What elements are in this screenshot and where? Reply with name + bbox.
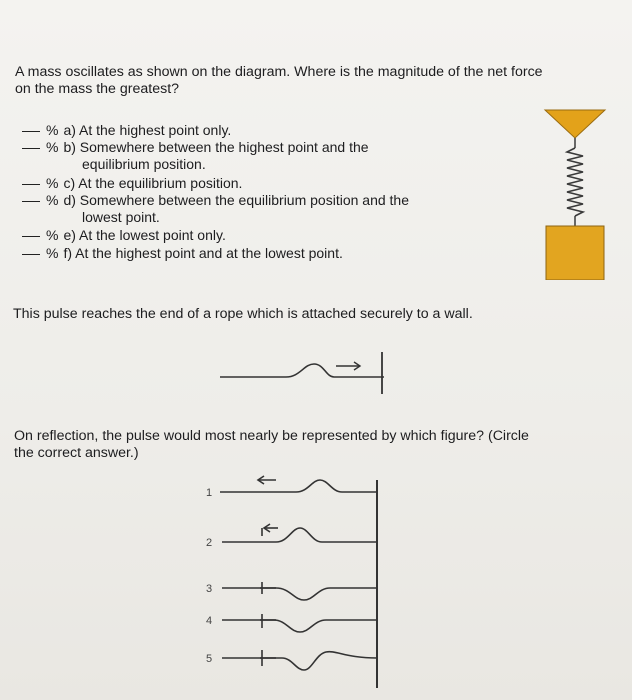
question2-prompt — [14, 428, 614, 462]
option-c-label: c) At the equilibrium position. — [63, 175, 243, 191]
option-c[interactable] — [22, 175, 242, 192]
answer-blank[interactable] — [22, 131, 40, 132]
figure-number-2[interactable]: 2 — [206, 537, 213, 549]
figure-number-4[interactable]: 4 — [206, 615, 213, 627]
option-4-pulse — [222, 620, 377, 632]
spring-mount-icon — [545, 110, 605, 138]
percent-sign: % — [46, 245, 59, 261]
figure-number-3[interactable]: 3 — [206, 583, 213, 595]
option-a-label: a) At the highest point only. — [63, 122, 232, 138]
reflection-options-figure — [196, 470, 396, 694]
question2-prompt-line2: the correct answer.) — [14, 445, 139, 461]
option-a[interactable] — [22, 122, 231, 139]
option-b-label: b) Somewhere between the highest point and the — [63, 139, 369, 155]
option-b-label-cont: equilibrium position. — [82, 156, 206, 172]
answer-blank[interactable] — [22, 236, 40, 237]
percent-sign: % — [46, 192, 59, 208]
incident-pulse-figure — [214, 344, 394, 396]
percent-sign: % — [46, 139, 59, 155]
figure-number-5[interactable]: 5 — [206, 653, 213, 665]
percent-sign: % — [46, 227, 59, 243]
spring-icon — [567, 148, 583, 216]
question1-options — [0, 122, 520, 282]
option-1-pulse — [220, 480, 377, 492]
mass-block-icon — [546, 226, 604, 280]
option-3-pulse — [222, 588, 377, 600]
figure-number-1[interactable]: 1 — [206, 487, 213, 499]
option-f[interactable] — [22, 245, 343, 262]
option-d-label: d) Somewhere between the equilibrium position and the — [63, 192, 409, 208]
question1-text — [15, 64, 625, 98]
answer-blank[interactable] — [22, 184, 40, 185]
option-5-pulse — [222, 652, 377, 670]
spring-mass-diagram — [540, 108, 610, 280]
option-d[interactable] — [22, 192, 409, 209]
question1-line1: A mass oscillates as shown on the diagram. Where is the magnitude of the net force — [15, 64, 543, 80]
option-d-label-cont: lowest point. — [82, 209, 160, 225]
option-b[interactable] — [22, 139, 369, 156]
question2-prompt-line1: On reflection, the pulse would most nearly be represented by which figure? (Circle — [14, 428, 529, 444]
option-f-label: f) At the highest point and at the lowest point. — [63, 245, 343, 261]
option-e[interactable] — [22, 227, 226, 244]
answer-blank[interactable] — [22, 254, 40, 255]
percent-sign: % — [46, 175, 59, 191]
answer-blank[interactable] — [22, 148, 40, 149]
question2-text: This pulse reaches the end of a rope which is attached securely to a wall. — [13, 306, 473, 322]
option-e-label: e) At the lowest point only. — [63, 227, 226, 243]
answer-blank[interactable] — [22, 201, 40, 202]
question1-line2: on the mass the greatest? — [15, 81, 180, 97]
option-2-pulse — [222, 528, 377, 542]
percent-sign: % — [46, 122, 59, 138]
